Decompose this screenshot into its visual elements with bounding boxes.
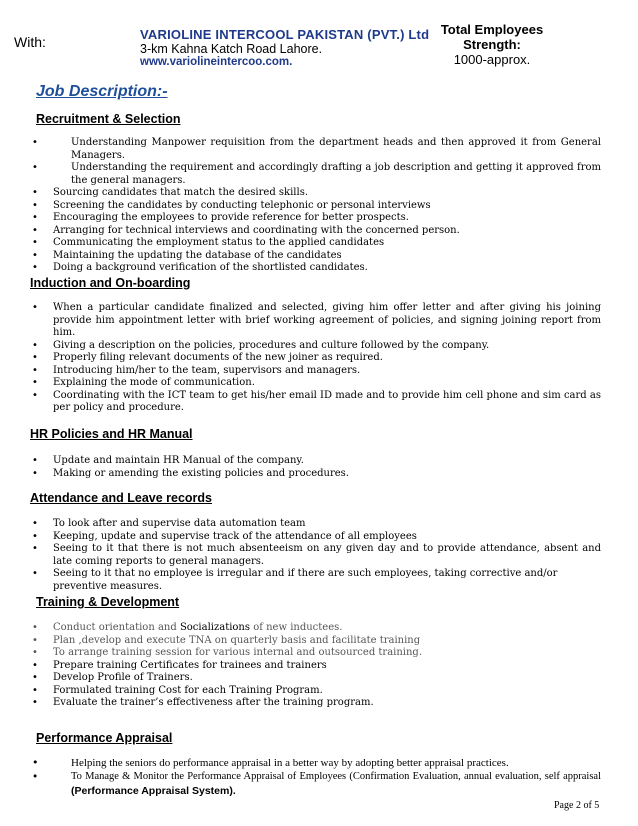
total-employees-value: 1000-approx. xyxy=(453,52,531,67)
with-label: With: xyxy=(14,34,46,50)
list-item: • Understanding the requirement and accordingly drafting a job description and getting it approved from the general managers. xyxy=(30,162,601,187)
list-item: • Prepare training Certificates for trainees and trainers xyxy=(30,660,601,673)
appraisal-item-text: To Manage & Monitor the Performance Appraisal of Employees (Confirmation Evaluation, annual evaluation, self appraisal xyxy=(71,771,601,782)
training-item-text: Conduct orientation and xyxy=(53,622,180,633)
list-item: • Coordinating with the ICT team to get his/her email ID made and to provide him cell phone and sim card as per policy and procedure. xyxy=(30,390,601,415)
job-description-title: Job Description:- xyxy=(36,83,168,100)
page-number: Page 2 of 5 xyxy=(554,800,600,811)
section-title-appraisal: Performance Appraisal xyxy=(36,731,173,745)
list-item: • Evaluate the trainer’s effectiveness after the training program. xyxy=(30,697,601,710)
list-item: • Arranging for technical interviews and coordinating with the concerned person. xyxy=(30,225,601,238)
list-item: • To look after and supervise data automation team xyxy=(30,518,601,531)
hr-policies-list xyxy=(30,455,601,480)
list-item: • Keeping, update and supervise track of the attendance of all employees xyxy=(30,531,601,544)
total-employees-label: Strength: xyxy=(463,37,521,52)
list-item: • Screening the candidates by conducting telephonic or personal interviews xyxy=(30,200,601,213)
company-name: VARIOLINE INTERCOOL PAKISTAN (PVT.) Ltd xyxy=(140,27,430,42)
list-item: • Making or amending the existing policies and procedures. xyxy=(30,468,601,481)
list-item: • Doing a background verification of the shortlisted candidates. xyxy=(30,262,601,275)
list-item: • Maintaining the updating the database of the candidates xyxy=(30,250,601,263)
list-item: • Helping the seniors do performance appraisal in a better way by adopting better appraisal practices. xyxy=(30,756,601,770)
section-title-training: Training & Development xyxy=(36,595,180,609)
training-item-text: of new inductees. xyxy=(250,622,343,633)
list-item xyxy=(30,622,601,635)
list-item: • Introducing him/her to the team, supervisors and managers. xyxy=(30,365,601,378)
total-employees-title: Total Employees xyxy=(440,22,544,37)
appraisal-list xyxy=(30,756,601,799)
list-item: • Communicating the employment status to the applied candidates xyxy=(30,237,601,250)
list-item: • Explaining the mode of communication. xyxy=(30,377,601,390)
training-item-emphasis: Socializations xyxy=(179,622,251,633)
list-item: • Sourcing candidates that match the desired skills. xyxy=(30,187,601,200)
list-item: • Plan ,develop and execute TNA on quarterly basis and facilitate training xyxy=(30,635,601,648)
list-item: • Properly filing relevant documents of the new joiner as required. xyxy=(30,352,601,365)
total-employees-block xyxy=(430,22,554,67)
list-item: • Encouraging the employees to provide reference for better prospects. xyxy=(30,212,601,225)
list-item: • Giving a description on the policies, procedures and culture followed by the company. xyxy=(30,340,601,353)
company-address: 3-km Kahna Katch Road Lahore. xyxy=(140,42,323,56)
section-title-attendance: Attendance and Leave records xyxy=(30,491,213,505)
list-item: • Update and maintain HR Manual of the company. xyxy=(30,455,601,468)
list-item: • Formulated training Cost for each Training Program. xyxy=(30,685,601,698)
section-title-hr-policies: HR Policies and HR Manual xyxy=(30,427,193,441)
attendance-list xyxy=(30,518,601,593)
section-title-recruitment: Recruitment & Selection xyxy=(36,112,181,126)
list-item: • Develop Profile of Trainers. xyxy=(30,672,601,685)
company-website: www.variolineintercoo.com. xyxy=(140,56,293,68)
recruitment-list xyxy=(30,137,601,275)
induction-list xyxy=(30,302,601,415)
list-item xyxy=(30,770,601,799)
list-item: • When a particular candidate finalized and selected, giving him offer letter and after giving his joining provide him appointment letter with brief working agreement of policies, and signing joining report from him. xyxy=(30,302,601,340)
training-list xyxy=(30,622,601,710)
list-item: • Understanding Manpower requisition from the department heads and then approved it from General Managers. xyxy=(30,137,601,162)
list-item: • Seeing to it that no employee is irregular and if there are such employees, taking corrective and/or preventive measures. xyxy=(30,568,601,593)
list-item: • To arrange training session for various internal and outsourced training. xyxy=(30,647,601,660)
list-item: • Seeing to it that there is not much absenteeism on any given day and to provide attendance, absent and late coming reports to general managers. xyxy=(30,543,601,568)
section-title-induction: Induction and On-boarding xyxy=(30,276,191,290)
appraisal-item-emphasis: (Performance Appraisal System). xyxy=(71,785,236,797)
